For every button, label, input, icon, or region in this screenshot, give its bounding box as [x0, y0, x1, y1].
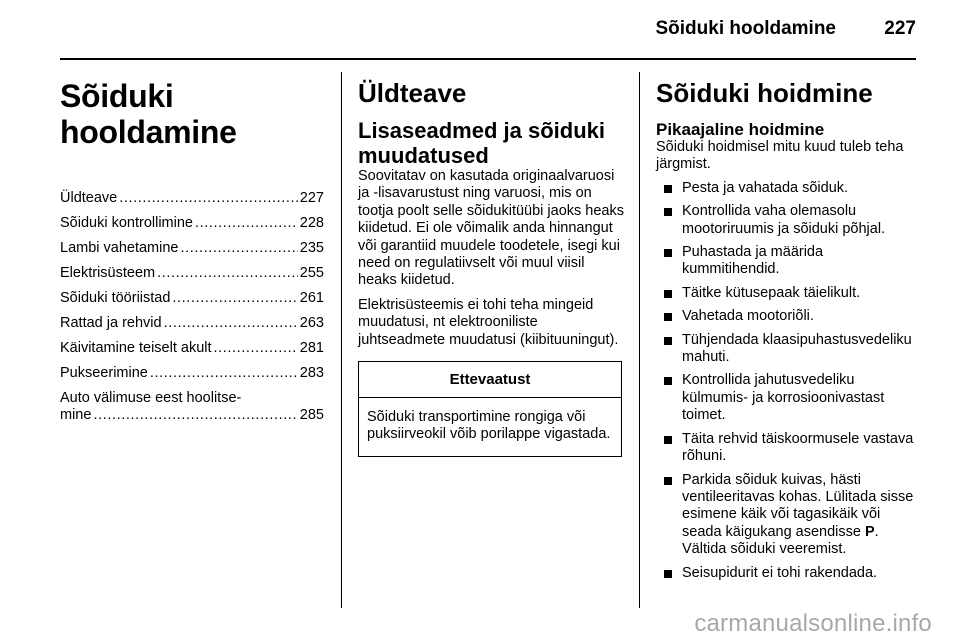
- toc-label: Sõiduki kontrollimine: [60, 215, 193, 231]
- toc-label: Pukseerimine: [60, 365, 148, 381]
- list-item: Kontrollida jahutusvedeliku külmumis- ja korrosioonivastast toimet.: [656, 372, 918, 424]
- list-item: Pesta ja vahatada sõiduk.: [656, 180, 918, 197]
- toc-entry[interactable]: [60, 340, 324, 357]
- running-title: Sõiduki hooldamine: [655, 18, 836, 39]
- list-item: Parkida sõiduk kuivas, hästi ventileeritavas kohas. Lülitada sisse esimene käik või tagasikäik või seada käigukang asendisse P. Vältida sõiduki veeremist.: [656, 472, 918, 559]
- toc-label-line2: mine: [60, 407, 92, 423]
- square-bullet-icon: [664, 249, 672, 257]
- square-bullet-icon: [664, 377, 672, 385]
- square-bullet-icon: [664, 436, 672, 444]
- toc-entry[interactable]: [60, 240, 324, 257]
- section-heading-storage: Sõiduki hoidmine: [656, 78, 873, 108]
- toc-label: Käivitamine teiselt akult: [60, 340, 212, 356]
- gear-position-label: P: [865, 523, 875, 540]
- caution-title: Ettevaatust: [359, 362, 621, 398]
- list-item: Puhastada ja määrida kummitihendid.: [656, 244, 918, 279]
- square-bullet-icon: [664, 313, 672, 321]
- toc-page: 227: [299, 190, 324, 206]
- table-of-contents: [60, 190, 324, 424]
- square-bullet-icon: [664, 208, 672, 216]
- caution-box: [358, 361, 622, 457]
- toc-leader: [172, 290, 297, 307]
- list-item: Täitke kütusepaak täielikult.: [656, 285, 918, 302]
- list-item: Kontrollida vaha olemasolu mootoriruumis ja sõiduki põhjal.: [656, 203, 918, 238]
- toc-page: 285: [299, 407, 324, 423]
- subsection-heading-accessories: Lisaseadmed ja sõiduki muudatused: [358, 118, 605, 168]
- toc-leader: [195, 215, 298, 232]
- toc-leader: [164, 315, 298, 332]
- toc-page: 283: [299, 365, 324, 381]
- toc-page: 228: [299, 215, 324, 231]
- square-bullet-icon: [664, 337, 672, 345]
- toc-entry[interactable]: [60, 315, 324, 332]
- toc-page: 255: [299, 265, 324, 281]
- storage-checklist: [656, 180, 918, 582]
- toc-entry[interactable]: [60, 390, 324, 424]
- list-item: Seisupidurit ei tohi rakendada.: [656, 565, 918, 582]
- general-column: [358, 60, 624, 457]
- toc-entry[interactable]: [60, 290, 324, 307]
- subsection-heading-long-term: Pikaajaline hoidmine: [656, 120, 825, 139]
- paragraph-accessories: Soovitatav on kasutada originaalvaruosi ja -lisavarustust ning varuosi, mis on tootja poolt selle sõidukitüübi jaoks heaks kiidetud. Ei ole võimalik anda hinnangut või garantiid muudele toodetele, isegi kui need on regulatiivselt või muul viisil heaks kiidetud.: [358, 168, 624, 289]
- toc-page: 263: [299, 315, 324, 331]
- toc-label: Elektrisüsteem: [60, 265, 156, 281]
- toc-label-line1: Auto välimuse eest hoolitse-: [60, 390, 242, 406]
- toc-leader: [214, 340, 298, 357]
- chapter-column: [60, 60, 324, 432]
- toc-leader: [181, 240, 298, 257]
- toc-page: 235: [299, 240, 324, 256]
- list-item: Täita rehvid täiskoormusele vastava rõhuni.: [656, 431, 918, 466]
- toc-label: Sõiduki tööriistad: [60, 290, 171, 306]
- toc-leader: [157, 265, 298, 282]
- page-header: [0, 0, 960, 62]
- toc-page: 281: [299, 340, 324, 356]
- chapter-title: Sõiduki hooldamine: [60, 78, 237, 150]
- square-bullet-icon: [664, 477, 672, 485]
- toc-entry[interactable]: [60, 365, 324, 382]
- toc-entry[interactable]: [60, 190, 324, 207]
- list-item: Tühjendada klaasipuhastusvedeliku mahuti.: [656, 332, 918, 367]
- storage-column: [656, 60, 918, 588]
- toc-page: 261: [299, 290, 324, 306]
- page-number: 227: [884, 18, 916, 39]
- toc-entry[interactable]: [60, 215, 324, 232]
- column-divider-1: [341, 72, 342, 608]
- toc-leader: [93, 407, 297, 424]
- square-bullet-icon: [664, 290, 672, 298]
- paragraph-storage-intro: Sõiduki hoidmisel mitu kuud tuleb teha järgmist.: [656, 139, 904, 173]
- toc-label: Rattad ja rehvid: [60, 315, 162, 331]
- column-divider-2: [639, 72, 640, 608]
- caution-text: Sõiduki transportimine rongiga või puksiirveokil võib porilappe vigastada.: [367, 409, 611, 443]
- toc-entry[interactable]: [60, 265, 324, 282]
- section-heading-general: Üldteave: [358, 78, 467, 108]
- toc-label: Üldteave: [60, 190, 118, 206]
- watermark: carmanualsonline.info: [694, 610, 932, 637]
- square-bullet-icon: [664, 185, 672, 193]
- toc-leader: [150, 365, 298, 382]
- paragraph-electrical: Elektrisüsteemis ei tohi teha mingeid muudatusi, nt elektrooniliste juhtseadmete muudatusi (kiibituuningut).: [358, 296, 619, 348]
- square-bullet-icon: [664, 570, 672, 578]
- toc-leader: [119, 190, 298, 207]
- list-item: Vahetada mootoriõli.: [656, 308, 918, 325]
- toc-label: Lambi vahetamine: [60, 240, 179, 256]
